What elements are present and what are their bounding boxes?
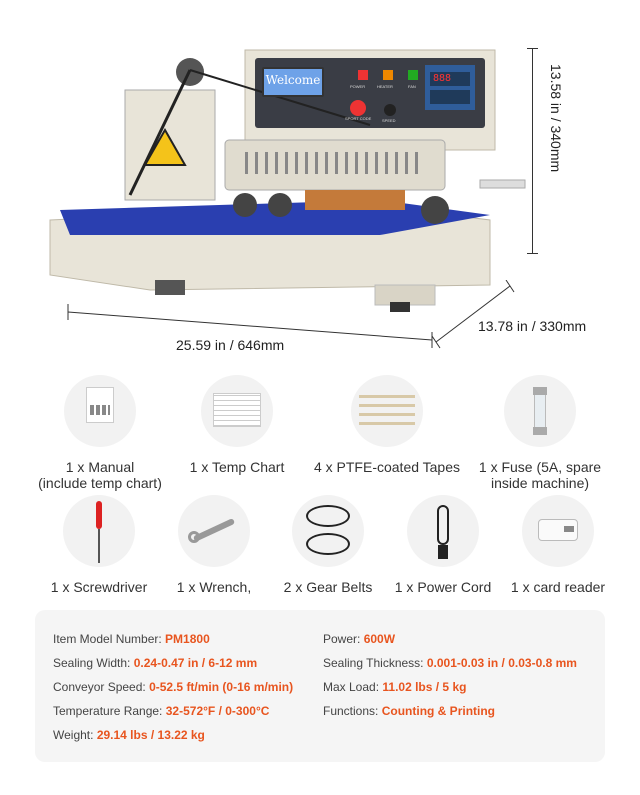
height-dimension-tick-top [527, 48, 538, 49]
gear-belts-label: 2 x Gear Belts [283, 579, 373, 595]
height-dimension-label: 13.58 in / 340mm [548, 64, 564, 173]
manual-icon [64, 375, 136, 447]
power-cord-icon [407, 495, 479, 567]
screwdriver-icon [63, 495, 135, 567]
power-cord-label: 1 x Power Cord [394, 579, 492, 595]
width-dimension-label: 25.59 in / 646mm [176, 337, 285, 353]
accessory-ptfe-tapes [313, 375, 461, 475]
tapes-icon [351, 375, 423, 447]
spec-functions: Functions: Counting & Printing [323, 704, 496, 718]
spec-sealing-width: Sealing Width: 0.24-0.47 in / 6-12 mm [53, 656, 258, 670]
accessory-gear-belts [264, 495, 392, 595]
spec-conveyor-speed: Conveyor Speed: 0-52.5 ft/min (0-16 m/min) [53, 680, 294, 694]
accessory-power-cord [379, 495, 507, 595]
depth-dimension-label: 13.78 in / 330mm [478, 318, 587, 334]
accessory-temp-chart [172, 375, 302, 475]
gear-belts-icon [292, 495, 364, 567]
screwdriver-label: 1 x Screwdriver [50, 579, 148, 595]
accessory-fuse [475, 375, 605, 491]
spec-power: Power: 600W [323, 632, 396, 646]
card-reader-label: 1 x card reader [510, 579, 606, 595]
wrench-label: 1 x Wrench, [176, 579, 252, 595]
spec-temperature-range: Temperature Range: 32-572°F / 0-300°C [53, 704, 270, 718]
spec-model: Item Model Number: PM1800 [53, 632, 210, 646]
fan-label: FAN [408, 84, 416, 89]
fuse-icon [504, 375, 576, 447]
lcd-screen [262, 67, 324, 97]
wrench-icon [178, 495, 250, 567]
temp-chart-label: 1 x Temp Chart [189, 459, 285, 475]
power-label: POWER [350, 84, 366, 89]
spec-max-load: Max Load: 11.02 lbs / 5 kg [323, 680, 467, 694]
accessory-wrench [150, 495, 278, 595]
heater-label: HEATER [377, 84, 393, 89]
spec-weight: Weight: 29.14 lbs / 13.22 kg [53, 728, 205, 742]
sport-code-label: SPORT CODE [345, 116, 372, 121]
temp-display-digits: 888 [433, 73, 452, 84]
spec-sealing-thickness: Sealing Thickness: 0.001-0.03 in / 0.03-0.8 mm [323, 656, 577, 670]
fuse-label: 1 x Fuse (5A, spare inside machine) [478, 459, 602, 491]
depth-dimension-line [430, 280, 520, 350]
accessory-manual [35, 375, 165, 491]
lcd-welcome-text: Welcome [265, 73, 321, 87]
manual-label: 1 x Manual (include temp chart) [38, 459, 162, 491]
specifications-panel [35, 610, 605, 762]
ptfe-tapes-label: 4 x PTFE-coated Tapes [313, 459, 461, 475]
speed-label: SPEED [382, 118, 396, 123]
accessory-card-reader [494, 495, 622, 595]
accessory-screwdriver [35, 495, 163, 595]
card-reader-icon [522, 495, 594, 567]
temp-chart-icon [201, 375, 273, 447]
height-dimension-line [532, 48, 533, 253]
height-dimension-tick-bottom [527, 253, 538, 254]
